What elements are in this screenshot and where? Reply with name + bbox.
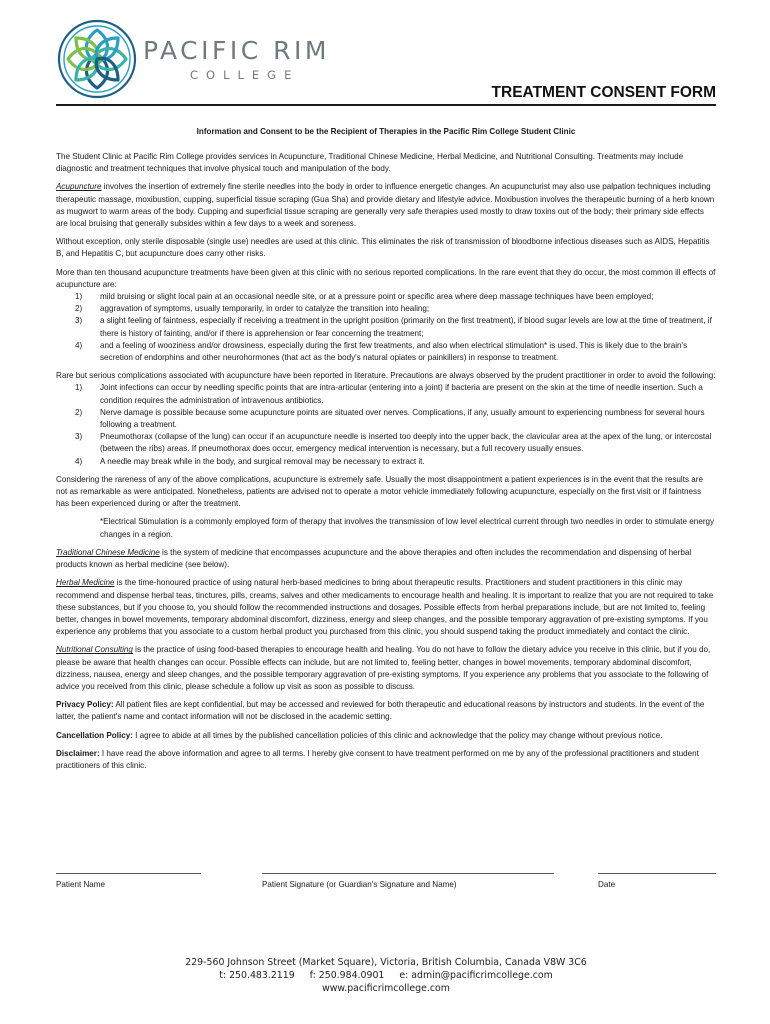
disclaimer-text: I have read the above information and agree to all terms. I hereby give consent to have treatment performed on me by any of the professional practitioners and student practitioners of this clinic. bbox=[56, 748, 699, 770]
cancellation-label: Cancellation Policy: bbox=[56, 730, 133, 740]
list-item-text: a slight feeling of faintness, especially if receiving a treatment in the upright position (primarily on the first treatment), if blood sugar levels are low at the time of treatment, if there is history of fainting, and/or if there is apprehension or fear concerning the treatment; bbox=[100, 316, 712, 338]
electrical-stimulation-note: *Electrical Stimulation is a commonly employed form of therapy that involves the transmission of low level electrical current through two needles in order to stimulate energy changes in a region. bbox=[100, 517, 715, 539]
form-title: TREATMENT CONSENT FORM bbox=[491, 84, 716, 101]
common-effects-intro: More than ten thousand acupuncture treatments have been given at this clinic with no serious reported complications. In the rare event that they do occur, the most common ill effects of acupuncture are: bbox=[56, 267, 716, 289]
patient-signature-label: Patient Signature (or Guardian's Signature and Name) bbox=[262, 880, 457, 889]
privacy-text: All patient files are kept confidential, but may be accessed and reviewed for both therapeutic and educational reasons by instructors and students. In the event of the latter, the patient's name and contact information will not be disclosed in the academic setting. bbox=[56, 700, 705, 722]
lotus-logo-icon bbox=[56, 18, 138, 100]
list-item-number: 4) bbox=[75, 340, 83, 350]
form-subtitle: Information and Consent to be the Recipient of Therapies in the Pacific Rim College Student Clinic bbox=[196, 127, 576, 136]
tcm-text: is the system of medicine that encompasses acupuncture and the above therapies and often includes the recommendation and dispensing of herbal products known as herbal medicine (see below). bbox=[56, 547, 692, 570]
list-item-text: A needle may break while in the body, and surgical removal may be necessary to extract it. bbox=[100, 456, 425, 466]
list-item bbox=[56, 291, 716, 303]
footer-email[interactable]: e: admin@pacificrimcollege.com bbox=[399, 970, 553, 981]
date-field[interactable] bbox=[598, 873, 716, 889]
acupuncture-paragraph bbox=[56, 181, 716, 230]
college-logo bbox=[56, 18, 356, 100]
considering-paragraph: Considering the rareness of any of the above complications, acupuncture is extremely safe. Usually the most disappointment a patient experiences is in the event that the results are not as remarkable as were anticipated. Nonetheless, patients are advised not to operate a motor vehicle immediately following acupuncture, especially on the first visit or if faintness has been experienced during or after the treatment. bbox=[56, 474, 703, 509]
list-item-text: mild bruising or slight local pain at an occasional needle site, or at a pressure point or specific area where deep massage techniques have been employed; bbox=[100, 292, 654, 302]
patient-name-line[interactable] bbox=[56, 873, 201, 874]
tcm-paragraph bbox=[56, 547, 716, 571]
list-item-number: 3) bbox=[75, 316, 83, 326]
rare-effects-intro: Rare but serious complications associated with acupuncture have been reported in literature. Precautions are always observed by the prudent practitioner in order to avoid the following: bbox=[56, 371, 716, 381]
patient-signature-field[interactable] bbox=[262, 873, 554, 889]
footer-website[interactable]: www.pacificrimcollege.com bbox=[322, 983, 450, 994]
list-item-number: 1) bbox=[75, 383, 83, 393]
herbal-term: Herbal Medicine bbox=[56, 578, 115, 588]
list-item bbox=[56, 456, 716, 468]
nutrition-text: is the practice of using food-based therapies to encourage health and healing. You do not have to follow the dietary advice you receive in this clinic, but if you do, please be aware that health changes can occur. Possible effects can include, but are not limited to, feeling better, changes in bowel movements, temporary abdominal discomfort, dizziness, nausea, energy and sleep changes, and the possible temporary aggravation of pre-existing symptoms. If you experience any problems that you associate to the following of advice you received from this clinic, please schedule a follow up visit as soon as possible to discuss. bbox=[56, 645, 711, 691]
date-label: Date bbox=[598, 880, 616, 889]
list-item bbox=[56, 407, 716, 431]
disclaimer-label: Disclaimer: bbox=[56, 748, 100, 758]
list-item bbox=[56, 382, 716, 406]
logo-wordmark: PACIFIC RIM bbox=[143, 36, 330, 65]
nutrition-paragraph bbox=[56, 644, 716, 693]
herbal-paragraph bbox=[56, 577, 716, 638]
footer-contact-line bbox=[56, 969, 716, 982]
list-item-text: aggravation of symptoms, usually temporarily, in order to catalyze the transition into healing; bbox=[100, 304, 430, 314]
list-item-text: Pneumothorax (collapse of the lung) can occur if an acupuncture needle is inserted too deeply into the upper back, the clavicular area at the apex of the lung, or intercostal (between the ribs) areas. If pneumothorax does occur, emergency medical intervention is necessary, but a full recovery usually ensues. bbox=[100, 432, 712, 454]
footer-address: 229-560 Johnson Street (Market Square), Victoria, British Columbia, Canada V8W 3C6 bbox=[185, 957, 587, 968]
rare-effects-list bbox=[56, 382, 716, 467]
logo-subtitle: COLLEGE bbox=[190, 68, 300, 82]
title-divider bbox=[56, 104, 716, 106]
list-item-number: 3) bbox=[75, 432, 83, 442]
list-item-number: 2) bbox=[75, 304, 83, 314]
patient-name-label: Patient Name bbox=[56, 880, 106, 889]
nutrition-term: Nutritional Consulting bbox=[56, 645, 133, 655]
list-item-text: and a feeling of wooziness and/or drowsiness, especially during the first few treatments, and also when electrical stimulation* is used. This is likely due to the brain's secretion of endorphins and other neurohormones (that act as the body's natural opiates or painkillers) in response to treatment. bbox=[100, 340, 688, 363]
privacy-paragraph bbox=[56, 699, 716, 723]
footer-contact bbox=[56, 956, 716, 995]
list-item-number: 4) bbox=[75, 456, 83, 466]
list-item bbox=[56, 303, 716, 315]
privacy-label: Privacy Policy: bbox=[56, 700, 114, 710]
list-item-number: 1) bbox=[75, 292, 83, 302]
list-item bbox=[56, 431, 716, 455]
cancellation-paragraph bbox=[56, 730, 716, 742]
common-effects-list bbox=[56, 291, 716, 364]
needles-paragraph: Without exception, only sterile disposable (single use) needles are used at this clinic. This eliminates the risk of transmission of bloodborne infectious diseases such as AIDS, Hepatitis B, and Hepatitis C, but acupuncture does carry other risks. bbox=[56, 237, 710, 259]
herbal-text: is the time-honoured practice of using natural herb-based medicines to bring about therapeutic results. Practitioners and student practitioners in this clinic may recommend and dispense herbal teas, tinctures, pills, creams, salves and other medicaments to encourage health and healing. It is important to realize that you are not required to take these substances, but if you choose to, you should follow the recommended instructions and dosages. Possible effects from herbal preparations include, but are not limited to, feeling better, changes in bowel movements, temporary abdominal discomfort, dizziness, energy and sleep changes, and the possible temporary aggravation of pre-existing symptoms. If you experience any problems that you associate to a custom herbal product you purchased from this clinic, you should suspend taking the product immediately and contact the clinic. bbox=[56, 578, 714, 637]
tcm-term: Traditional Chinese Medicine bbox=[56, 547, 160, 557]
cancellation-text: I agree to abide at all times by the published cancellation policies of this clinic and acknowledge that the policy may change without previous notice. bbox=[132, 730, 663, 740]
date-line[interactable] bbox=[598, 873, 716, 874]
footer-phone: t: 250.483.2119 bbox=[219, 970, 295, 981]
list-item-text: Nerve damage is possible because some acupuncture points are situated over nerves. Complications, if any, usually amount to experiencing numbness for several hours following a treatment. bbox=[100, 407, 705, 430]
disclaimer-paragraph bbox=[56, 748, 716, 772]
patient-signature-line[interactable] bbox=[262, 873, 554, 874]
list-item-text: Joint infections can occur by needling specific points that are intra-articular (entering into a joint) if bacteria are present on the skin at the time of needle insertion. Such a condition requires the administration of intravenous antibiotics. bbox=[100, 383, 703, 405]
patient-name-field[interactable] bbox=[56, 873, 201, 889]
form-body bbox=[56, 151, 716, 778]
list-item bbox=[56, 315, 716, 339]
footer-fax: f: 250.984.0901 bbox=[309, 970, 385, 981]
list-item-number: 2) bbox=[75, 407, 83, 417]
acupuncture-term: Acupuncture bbox=[56, 182, 102, 192]
list-item bbox=[56, 340, 716, 364]
acupuncture-text: involves the insertion of extremely fine sterile needles into the body in order to influence energetic changes. An acupuncturist may also use palpation techniques including therapeutic massage, moxibustion, cupping, superficial tissue scraping (Gua Sha) and provide dietary and lifestyle advice. Moxibustion involves the therapeutic burning of a herb known as mugwort to warm areas of the body. Cupping and superficial tissue scraping are generally very safe therapies used mostly to draw toxins out of the body; their primary side effects are local bruising that generally subsides within a few days to a week and soreness. bbox=[56, 182, 715, 229]
intro-paragraph: The Student Clinic at Pacific Rim College provides services in Acupuncture, Traditional Chinese Medicine, Herbal Medicine, and Nutritional Consulting. Treatments may include diagnostic and treatment techniques that involve physical touch and manipulation of the body. bbox=[56, 152, 684, 174]
